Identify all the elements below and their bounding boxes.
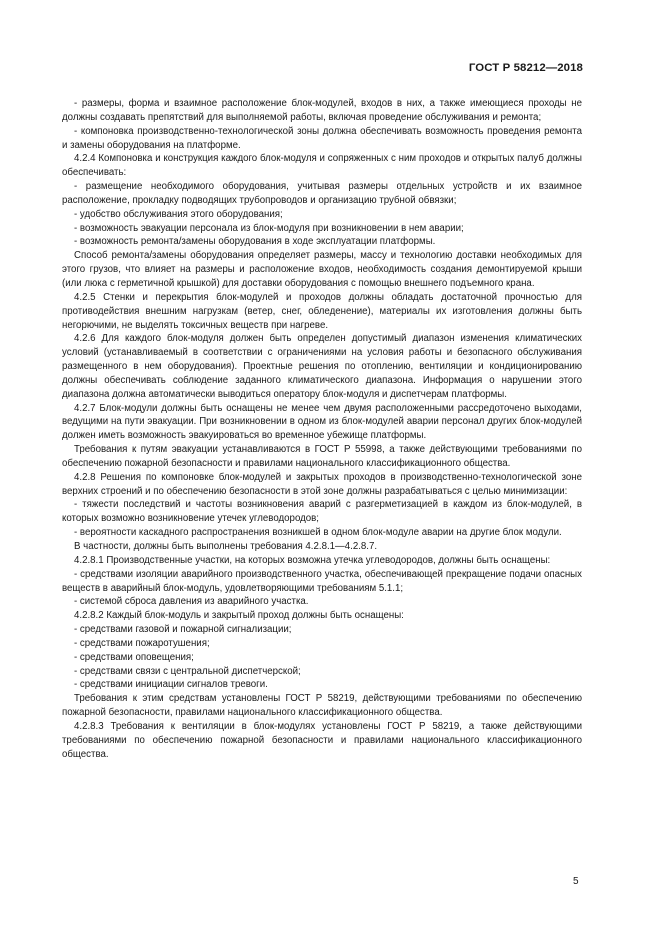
paragraph: - удобство обслуживания этого оборудования; [74, 208, 283, 220]
paragraph: 4.2.8.2 Каждый блок-модуль и закрытый проход должны быть оснащены: [74, 610, 404, 622]
paragraph: 4.2.8.3 Требования к вентиляции в блок-модулях установлены ГОСТ Р 58219, а также действующими требованиями по обеспечению пожарной безопасности и правилами национального классификационного общества. [62, 720, 582, 760]
paragraph: - средствами оповещения; [74, 651, 194, 663]
paragraph: - средствами газовой и пожарной сигнализации; [74, 624, 292, 636]
paragraph: - компоновка производственно-технологической зоны должна обеспечивать возможность проведения ремонта и замены оборудования на платформе. [62, 125, 582, 151]
paragraph: 4.2.8.1 Производственные участки, на которых возможна утечка углеводородов, должны быть оснащены: [74, 554, 551, 566]
document-body [62, 97, 582, 762]
paragraph: 4.2.7 Блок-модули должны быть оснащены не менее чем двумя расположенными рассредоточено выходами, ведущими на пути эвакуации. При возникновении в одном из блок-модулей аварии персонал других блок-модулей должен иметь возможность эвакуироваться во временное убежище платформы. [62, 402, 582, 442]
paragraph: Способ ремонта/замены оборудования определяет размеры, массу и технологию доставки необходимых для этого грузов, что влияет на размеры и расположение входов, необходимость создания демонтируемой крыши (или люка с герметичной крышкой) для доставки оборудования с помощью внешнего подъемного крана. [62, 250, 582, 289]
paragraph: - средствами связи с центральной диспетчерской; [74, 665, 301, 677]
paragraph: 4.2.4 Компоновка и конструкция каждого блок-модуля и сопряженных с ним проходов и открытых палуб должны обеспечивать: [62, 153, 582, 179]
paragraph: - возможность эвакуации персонала из блок-модуля при возникновении в нем аварии; [74, 222, 464, 234]
paragraph: Требования к путям эвакуации устанавливаются в ГОСТ Р 55998, а также действующими требованиями по обеспечению пожарной безопасности и правилами национального классификационного общества. [62, 444, 582, 469]
page-number: 5 [573, 876, 579, 887]
paragraph: - вероятности каскадного распространения возникшей в одном блок-модуле аварии на другие блок модули. [74, 527, 562, 539]
paragraph: - размещение необходимого оборудования, учитывая размеры отдельных устройств и их взаимное расположение, прокладку подводящих трубопроводов и организацию трубной обвязки; [62, 181, 582, 206]
paragraph: Требования к этим средствам установлены ГОСТ Р 58219, действующими требованиями по обеспечению пожарной безопасности, правилами национального классификационного общества. [62, 693, 582, 719]
paragraph: 4.2.6 Для каждого блок-модуля должен быть определен допустимый диапазон изменения климатических условий (устанавливаемый в соответствии с ограничениями на условия работы и безопасного обслуживания размещенного в нем оборудования). Проектные решения по отоплению, вентиляции и кондиционированию должны обеспечивать соблюдение заданного климатического диапазона. Информация о нарушении этого диапазона должна автоматически выводиться оператору блок-модуля и диспетчерам платформы. [62, 333, 582, 400]
document-header: ГОСТ Р 58212—2018 [468, 62, 583, 74]
paragraph: - размеры, форма и взаимное расположение блок-модулей, входов в них, а также имеющиеся проходы не должны создавать препятствий для выполняемой работы, включая проведение обслуживания и ремонта; [62, 98, 582, 123]
paragraph: - средствами инициации сигналов тревоги. [74, 679, 268, 691]
paragraph: - средствами изоляции аварийного производственного участка, обеспечивающей прекращение подачи опасных веществ в аварийный блок-модуль, удовлетворяющими требованиям 5.1.1; [62, 568, 582, 594]
paragraph: 4.2.5 Стенки и перекрытия блок-модулей и проходов должны обладать достаточной прочностью для противодействия внешним нагрузкам (ветер, снег, обледенение), материалы их изготовления должны быть негорючими, не выделять токсичных веществ при нагреве. [62, 291, 582, 331]
paragraph: - возможность ремонта/замены оборудования в ходе эксплуатации платформы. [74, 236, 436, 248]
paragraph: - средствами пожаротушения; [74, 637, 210, 649]
paragraph: В частности, должны быть выполнены требования 4.2.8.1—4.2.8.7. [74, 541, 378, 552]
paragraph: - системой сброса давления из аварийного участка. [74, 596, 309, 608]
paragraph: 4.2.8 Решения по компоновке блок-модулей и закрытых проходов в производственно-технологической зоне верхних строений и по обеспечению безопасности в этой зоне должны разрабатываться с целью минимизации: [62, 471, 582, 497]
paragraph: - тяжести последствий и частоты возникновения аварий с разгерметизацией в каждом из блок-модулей, в которых возможно возникновение утечек углеводородов; [62, 499, 582, 525]
